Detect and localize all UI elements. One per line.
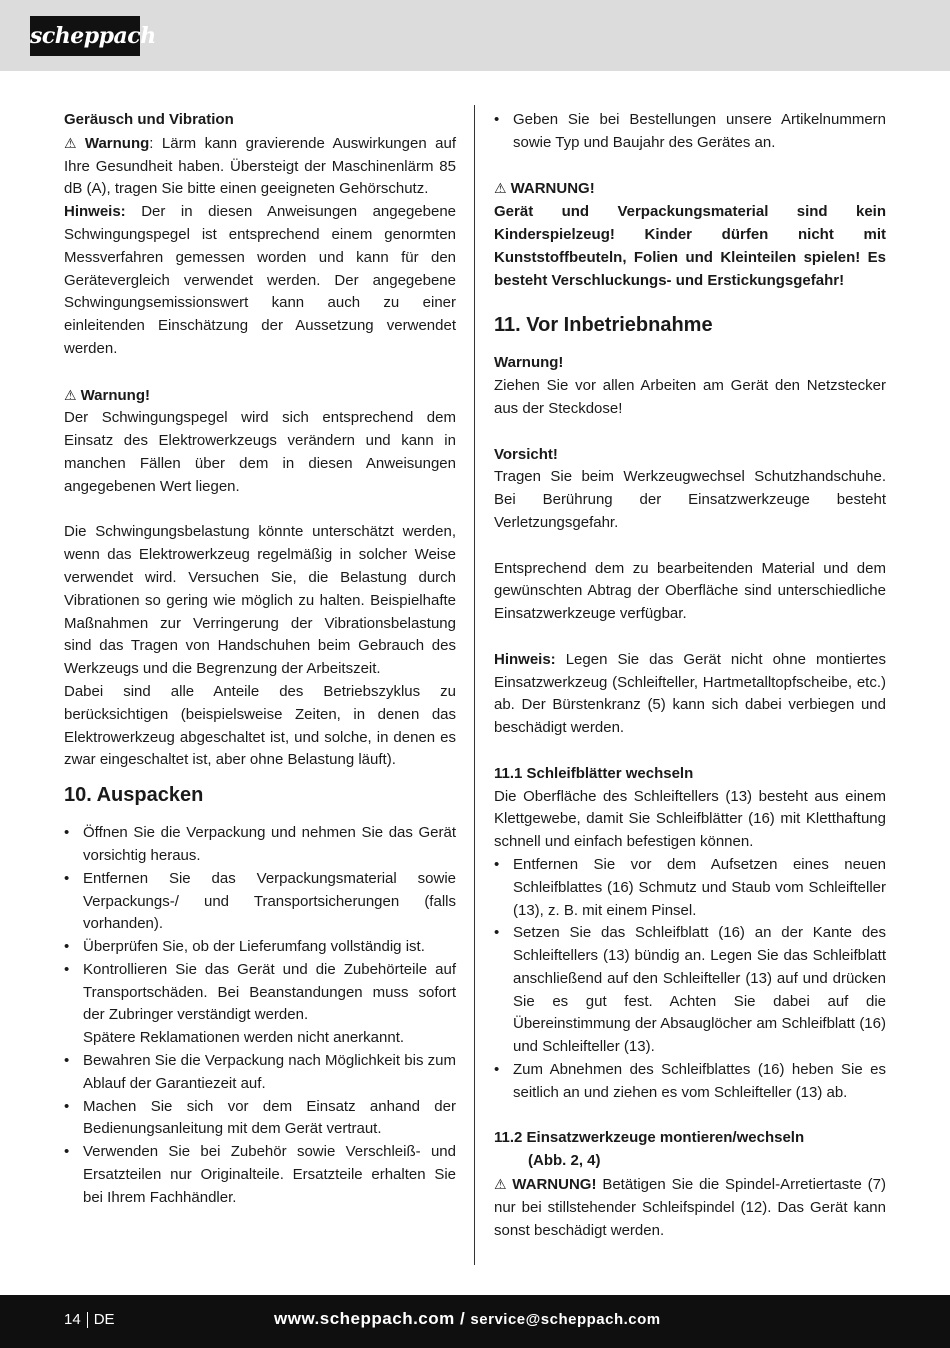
warning-triangle-icon: ⚠ [494, 1176, 509, 1193]
subsection-11-1-text: Die Oberfläche des Schleiftellers (13) besteht aus einem Klettgewebe, damit Sie Schleifblätter (16) mit Kletthaftung schnell und einfach befestigen können. [494, 787, 886, 851]
list-item: • Zum Abnehmen des Schleifblattes (16) heben Sie es seitlich an und ziehen es vom Schleifteller (13) ab. [494, 1059, 886, 1105]
list-item: • Machen Sie sich vor dem Einsatz anhand der Bedienungsanleitung mit dem Gerät vertraut. [64, 1096, 456, 1142]
subsection-11-2-figure-ref: (Abb. 2, 4) [528, 1152, 601, 1170]
tool-hint: Hinweis: Legen Sie das Gerät nicht ohne montiertes Einsatzwerkzeug (Schleifteller, Hartmetalltopfscheibe, etc.) ab. Der Bürstenkranz (5) kann sich dabei verbiegen und beschädigt werden. [494, 650, 886, 737]
list-item: • Öffnen Sie die Verpackung und nehmen Sie das Gerät vorsichtig heraus. [64, 822, 456, 868]
subsection-11-1-title: 11.1 Schleifblätter wechseln [494, 764, 694, 782]
list-item: • Überprüfen Sie, ob der Lieferumfang vollständig ist. [64, 936, 456, 959]
list-item: • Bewahren Sie die Verpackung nach Möglichkeit bis zum Ablauf der Garantiezeit auf. [64, 1050, 456, 1096]
vibration-warning-label: ⚠ Warnung! [64, 386, 150, 404]
spindle-warning: ⚠ WARNUNG! Betätigen Sie die Spindel-Arretiertaste (7) nur bei stillstehender Schleifspindel (12). Das Gerät kann sonst beschädigt werden. [494, 1176, 886, 1239]
noise-warning: ⚠ Warnung: Lärm kann gravierende Auswirkungen auf Ihre Gesundheit haben. Übersteigt der Maschinenlärm 85 dB (A), tragen Sie bitte einen geeigneten Gehörschutz. [64, 134, 456, 198]
list-item: • Entfernen Sie vor dem Aufsetzen eines neuen Schleifblattes (16) Schmutz und Staub vom Schleifteller (13), z. B. mit einem Pinsel. [494, 854, 886, 922]
list-item: • Verwenden Sie bei Zubehör sowie Verschleiß- und Ersatzteilen nur Originalteile. Ersatzteile erhalten Sie bei Ihrem Fachhändler. [64, 1141, 456, 1209]
column-divider [474, 105, 475, 1265]
packaging-warning-text: Gerät und Verpackungsmaterial sind kein Kinderspielzeug! Kinder dürfen nicht mit Kunststoffbeuteln, Folien und Kleinteilen spielen! Es besteht Verschluckungs- und Erstickungsgefahr! [494, 203, 886, 289]
plug-warning-label: Warnung! [494, 354, 564, 372]
noise-heading: Geräusch und Vibration [64, 111, 234, 128]
list-item: • Geben Sie bei Bestellungen unsere Artikelnummern sowie Typ und Baujahr des Gerätes an. [494, 109, 886, 155]
unpack-list [64, 822, 456, 1210]
warning-triangle-icon: ⚠ [64, 134, 81, 151]
material-paragraph: Entsprechend dem zu bearbeitenden Material und dem gewünschten Abtrag der Oberfläche sind unterschiedliche Einsatzwerkzeuge verfügbar. [494, 559, 886, 623]
packaging-warning-label: ⚠ WARNUNG! [494, 180, 595, 198]
list-item: • Entfernen Sie das Verpackungsmaterial sowie Verpackungs-/ und Transportsicherungen (falls vorhanden). [64, 868, 456, 936]
page-number: 14 DE [64, 1311, 115, 1328]
unpack-note: Spätere Reklamationen werden nicht anerkannt. [83, 1029, 405, 1047]
warning-triangle-icon: ⚠ [494, 180, 507, 197]
scheppach-logo: scheppach [30, 16, 140, 56]
section-10-title: 10. Auspacken [64, 784, 204, 807]
language-code: DE [93, 1311, 115, 1328]
left-column [64, 109, 456, 1210]
website-link[interactable]: www.scheppach.com [274, 1309, 455, 1328]
subsection-11-2-title: 11.2 Einsatzwerkzeuge montieren/wechseln [494, 1129, 805, 1147]
page-footer [0, 1295, 950, 1348]
caution-text: Tragen Sie beim Werkzeugwechsel Schutzhandschuhe. Bei Berührung der Einsatzwerkzeuge besteht Verletzungsgefahr. [494, 468, 886, 531]
vibration-warning-text: Der Schwingungspegel wird sich entsprechend dem Einsatz des Elektrowerkzeugs verändern und kann in manchen Fällen über dem in diesen Anweisungen angegebenen Wert liegen. [64, 409, 456, 495]
order-list [494, 109, 886, 155]
warning-triangle-icon: ⚠ [64, 386, 77, 403]
noise-hint: Hinweis: Der in diesen Anweisungen angegebene Schwingungspegel ist entsprechend einem genormten Messverfahren gemessen worden und kann für den Gerätevergleich verwendet werden. Der angegebene Schwingungsemissionswert kann auch zu einer einleitenden Einschätzung der Aussetzung verwendet werden. [64, 203, 456, 357]
vibration-paragraph: Die Schwingungsbelastung könnte unterschätzt werden, wenn das Elektrowerkzeug regelmäßig in solcher Weise verwendet wird. Versuchen Sie, die Belastung durch Vibrationen so gering wie möglich zu halten. Beispielhafte Maßnahmen zur Verringerung der Vibrationsbelastung sind das Tragen von Handschuhen beim Gebrauch des Werkzeugs und die Begrenzung der Arbeitszeit. [64, 523, 456, 678]
email-link[interactable]: service@scheppach.com [470, 1311, 661, 1328]
section-11-title: 11. Vor Inbetriebnahme [494, 314, 713, 337]
footer-contact: www.scheppach.com / service@scheppach.com [274, 1309, 661, 1328]
list-item: • Setzen Sie das Schleifblatt (16) an der Kante des Schleiftellers (13) bündig an. Legen Sie das Schleifblatt anschließend auf den Schleifteller (13) auf und drücken Sie es gut fest. Achten Sie dabei auf die Übereinstimmung der Absauglöcher am Schleifblatt (16) und Schleifteller (13). [494, 922, 886, 1059]
sanding-sheet-list [494, 854, 886, 1105]
right-column [494, 109, 886, 1242]
caution-label: Vorsicht! [494, 445, 558, 463]
operating-cycle-paragraph: Dabei sind alle Anteile des Betriebszyklus zu berücksichtigen (beispielsweise Zeiten, in denen das Elektrowerkzeug abgeschaltet ist, und solche, in denen es zwar eingeschaltet ist, aber ohne Belastung läuft). [64, 682, 456, 769]
page-header [0, 0, 950, 71]
plug-warning-text: Ziehen Sie vor allen Arbeiten am Gerät den Netzstecker aus der Steckdose! [494, 377, 886, 417]
list-item: • Kontrollieren Sie das Gerät und die Zubehörteile auf Transportschäden. Bei Beanstandungen muss sofort der Zubringer verständigt werden. Spätere Reklamationen werden nicht anerkannt. [64, 959, 456, 1050]
